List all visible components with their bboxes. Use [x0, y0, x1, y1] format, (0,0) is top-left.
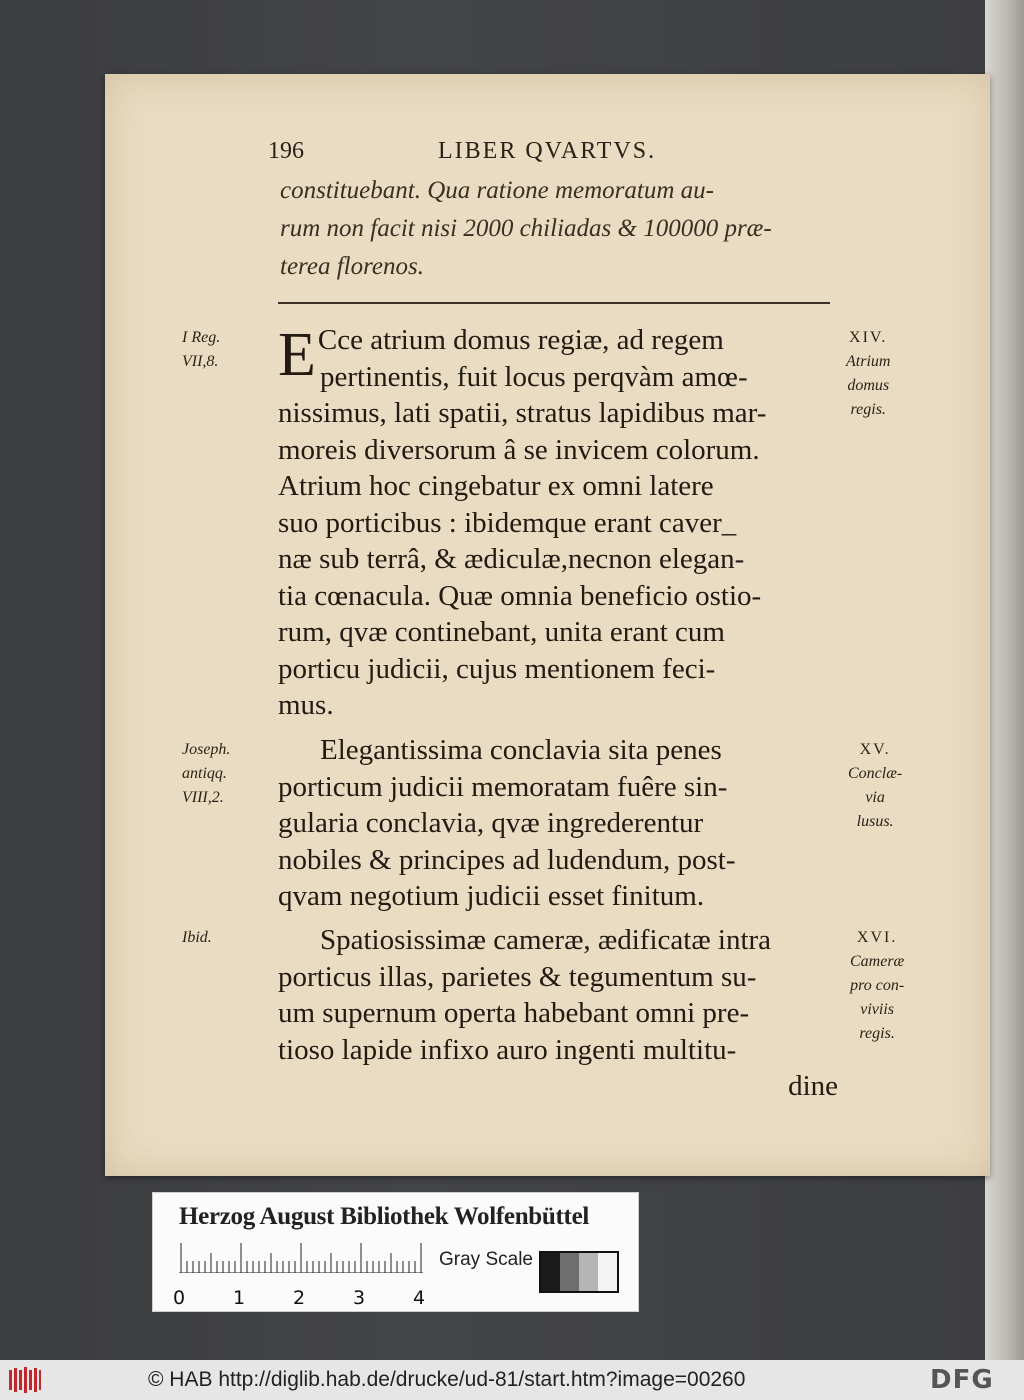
- text-line: næ sub terrâ, & ædiculæ,necnon elegan-: [278, 543, 745, 575]
- text-line: porticum judicii memoratam fuêre sin-: [278, 770, 728, 803]
- ruler-icon: [179, 1243, 423, 1273]
- drop-cap: E: [278, 321, 316, 389]
- gray-scale-label: Gray Scale: [439, 1249, 533, 1270]
- footnote-line: terea florenos.: [280, 253, 424, 280]
- text-line: rum, qvæ continebant, unita erant cum: [278, 616, 725, 648]
- text-line: um supernum operta habebant omni pre-: [278, 997, 750, 1029]
- top-footnote: [280, 172, 840, 286]
- paragraph-camerae: [278, 922, 838, 1105]
- catchword: dine: [788, 1070, 838, 1102]
- library-scale-label: Herzog August Bibliothek Wolfenbüttel 0 1 2 3 4 Gray Scale: [152, 1192, 639, 1312]
- dfg-logo: DFG: [930, 1365, 994, 1395]
- paragraph-conclavia: [278, 732, 838, 915]
- text-line: Spatiosissimæ cameræ, ædificatæ intra: [320, 924, 772, 956]
- footnote-line: constituebant. Qua ratione memoratum au-: [280, 177, 714, 204]
- hab-logo-icon: [8, 1366, 42, 1394]
- text-line: suo porticibus : ibidemque erant caver_: [278, 506, 737, 539]
- swatch-step: [541, 1253, 560, 1291]
- swatch-step: [579, 1253, 598, 1291]
- adjacent-page-strip: [985, 0, 1024, 1360]
- text-line: moreis diversorum â se invicem colorum.: [278, 433, 760, 466]
- text-line: gularia conclavia, qvæ ingrederentur: [278, 807, 704, 839]
- swatch-step: [598, 1253, 617, 1291]
- right-margin-note-3: XVI. Cameræ pro con- viviis regis.: [850, 929, 905, 1042]
- running-title: LIBER QVARTVS.: [438, 138, 657, 164]
- text-line: Cce atrium domus regiæ, ad regem: [317, 324, 724, 356]
- text-line: porticus illas, parietes & tegumentum su-: [278, 960, 757, 993]
- text-line: porticu judicii, cujus mentionem feci-: [278, 652, 716, 685]
- text-line: Atrium hoc cingebatur ex omni latere: [278, 470, 714, 502]
- left-margin-note-3: Ibid.: [182, 929, 212, 946]
- text-line: mus.: [278, 689, 334, 721]
- right-margin-note-1: XIV. Atrium domus regis.: [846, 329, 891, 418]
- text-line: nissimus, lati spatii, stratus lapidibus mar-: [278, 397, 767, 429]
- text-line: pertinentis, fuit locus perqvàm amœ-: [320, 360, 748, 393]
- gray-scale-swatch: [539, 1251, 619, 1293]
- text-line: tioso lapide infixo auro ingenti multitu-: [278, 1033, 737, 1066]
- text-line: Elegantissima conclavia sita penes: [320, 734, 722, 766]
- footnote-line: rum non facit nisi 2000 chiliadas & 100000 præ-: [280, 215, 772, 242]
- right-margin-note-2: XV. Conclæ- via lusus.: [848, 741, 903, 830]
- horizontal-rule: [278, 302, 830, 304]
- left-margin-note-2: Joseph. antiqq. VIII,2.: [182, 741, 231, 806]
- footer-copyright: © HAB http://diglib.hab.de/drucke/ud-81/start.htm?image=00260: [148, 1368, 746, 1391]
- paragraph-atrium: [278, 322, 838, 724]
- footer-bar: [0, 1360, 1024, 1400]
- page-number: 196: [268, 138, 304, 164]
- text-line: nobiles & principes ad ludendum, post-: [278, 843, 736, 876]
- text-line: qvam negotium judicii esset finitum.: [278, 880, 705, 912]
- swatch-step: [560, 1253, 579, 1291]
- text-line: tia cœnacula. Quæ omnia beneficio ostio-: [278, 579, 762, 612]
- library-name: Herzog August Bibliothek Wolfenbüttel: [179, 1203, 590, 1230]
- left-margin-note-1: I Reg. VII,8.: [182, 329, 221, 370]
